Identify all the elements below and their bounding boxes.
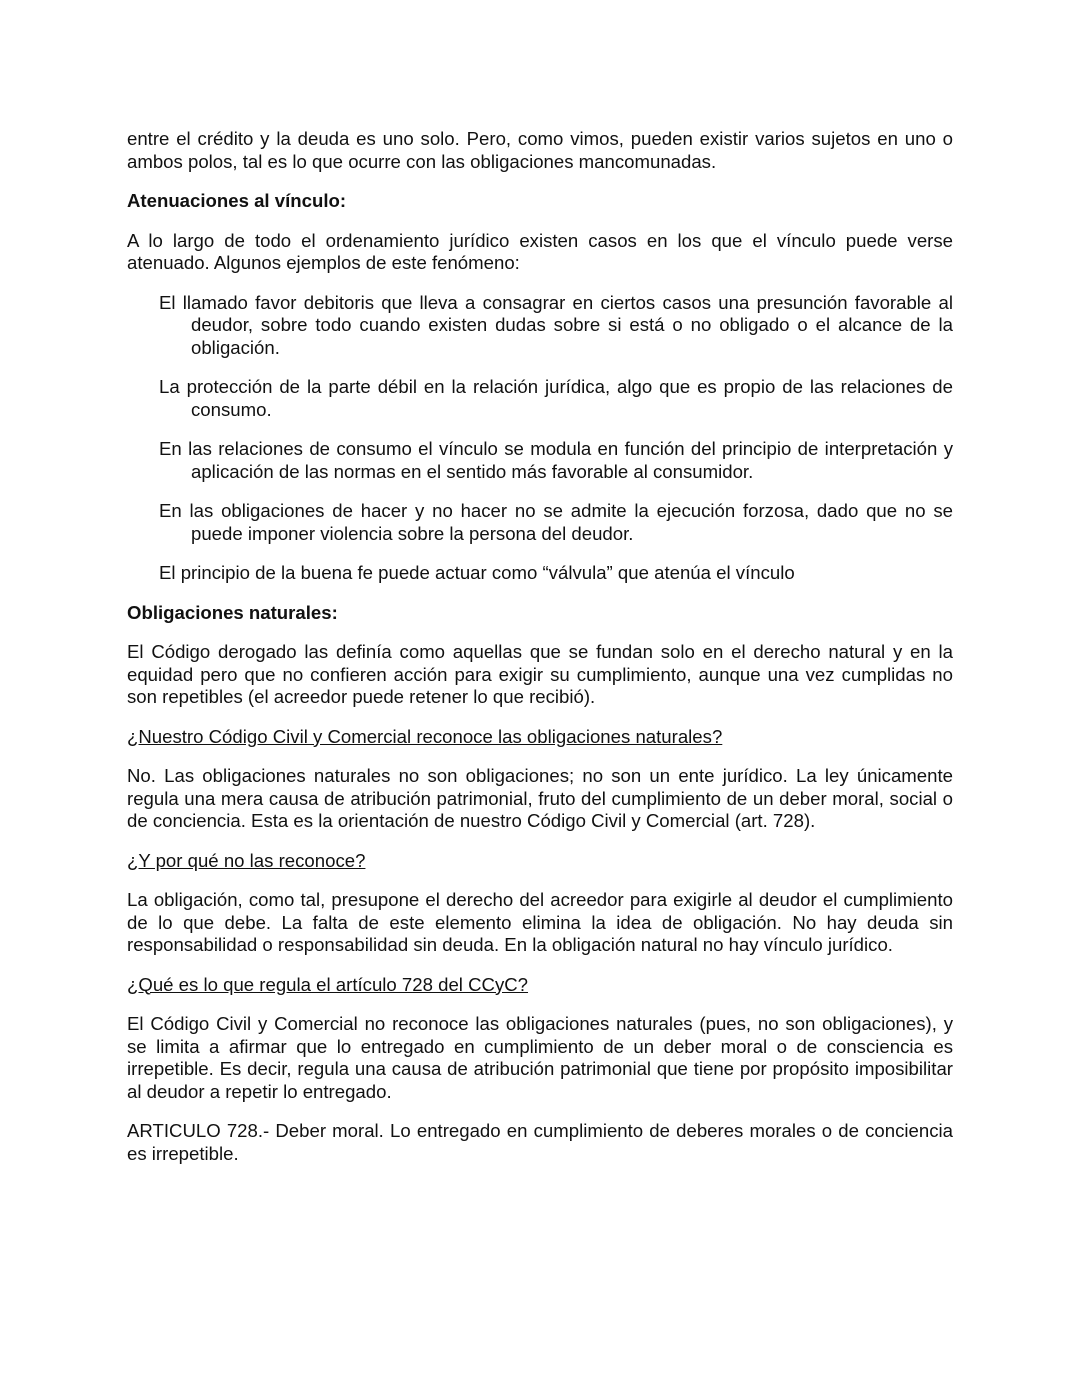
paragraph: El Código derogado las definía como aquellas que se fundan solo en el derecho natural y en la equidad pero que no confieren acción para exigir su cumplimiento, aunque una vez cumplidas no son repetibles (el acreedor puede retener lo que recibió). [127, 641, 953, 707]
paragraph: La obligación, como tal, presupone el derecho del acreedor para exigirle al deudor el cumplimiento de lo que debe. La falta de este elemento elimina la idea de obligación. No hay deuda sin responsabilidad o responsabilidad sin deuda. En la obligación natural no hay vínculo jurídico. [127, 889, 953, 955]
question-heading: ¿Nuestro Código Civil y Comercial reconoce las obligaciones naturales? [127, 725, 723, 747]
section-heading: Obligaciones naturales: [127, 601, 338, 623]
paragraph: No. Las obligaciones naturales no son obligaciones; no son un ente jurídico. La ley únicamente regula una mera causa de atribución patrimonial, fruto del cumplimiento de un deber moral, social o de conciencia. Esta es la orientación de nuestro Código Civil y Comercial (art. 728). [127, 765, 953, 831]
section-heading: Atenuaciones al vínculo: [127, 190, 347, 211]
list-item: En las relaciones de consumo el vínculo se modula en función del principio de interpretación y aplicación de las normas en el sentido más favorable al consumidor. [159, 438, 953, 482]
list-item: La protección de la parte débil en la relación jurídica, algo que es propio de las relaciones de consumo. [159, 376, 953, 420]
question-heading: ¿Y por qué no las reconoce? [127, 849, 366, 871]
list-item: En las obligaciones de hacer y no hacer no se admite la ejecución forzosa, dado que no se puede imponer violencia sobre la persona del deudor. [159, 500, 953, 544]
paragraph: entre el crédito y la deuda es uno solo. Pero, como vimos, pueden existir varios sujetos en uno o ambos polos, tal es lo que ocurre con las obligaciones mancomunadas. [127, 128, 953, 172]
document-body [127, 128, 953, 1182]
paragraph: A lo largo de todo el ordenamiento jurídico existen casos en los que el vínculo puede verse atenuado. Algunos ejemplos de este fenómeno: [127, 229, 953, 273]
question-heading: ¿Qué es lo que regula el artículo 728 del CCyC? [127, 973, 529, 995]
paragraph: El Código Civil y Comercial no reconoce las obligaciones naturales (pues, no son obligaciones), y se limita a afirmar que lo entregado en cumplimiento de un deber moral o de consciencia es irrepetible. Es decir, regula una causa de atribución patrimonial que tiene por propósito imposibilitar al deudor a repetir lo entregado. [127, 1013, 953, 1102]
paragraph: ARTICULO 728.- Deber moral. Lo entregado en cumplimiento de deberes morales o de conciencia es irrepetible. [127, 1120, 953, 1164]
list-item: El llamado favor debitoris que lleva a consagrar en ciertos casos una presunción favorable al deudor, sobre todo cuando existen dudas sobre si está o no obligado o el alcance de la obligación. [159, 291, 953, 358]
list-item: El principio de la buena fe puede actuar como “válvula” que atenúa el vínculo [159, 562, 795, 583]
